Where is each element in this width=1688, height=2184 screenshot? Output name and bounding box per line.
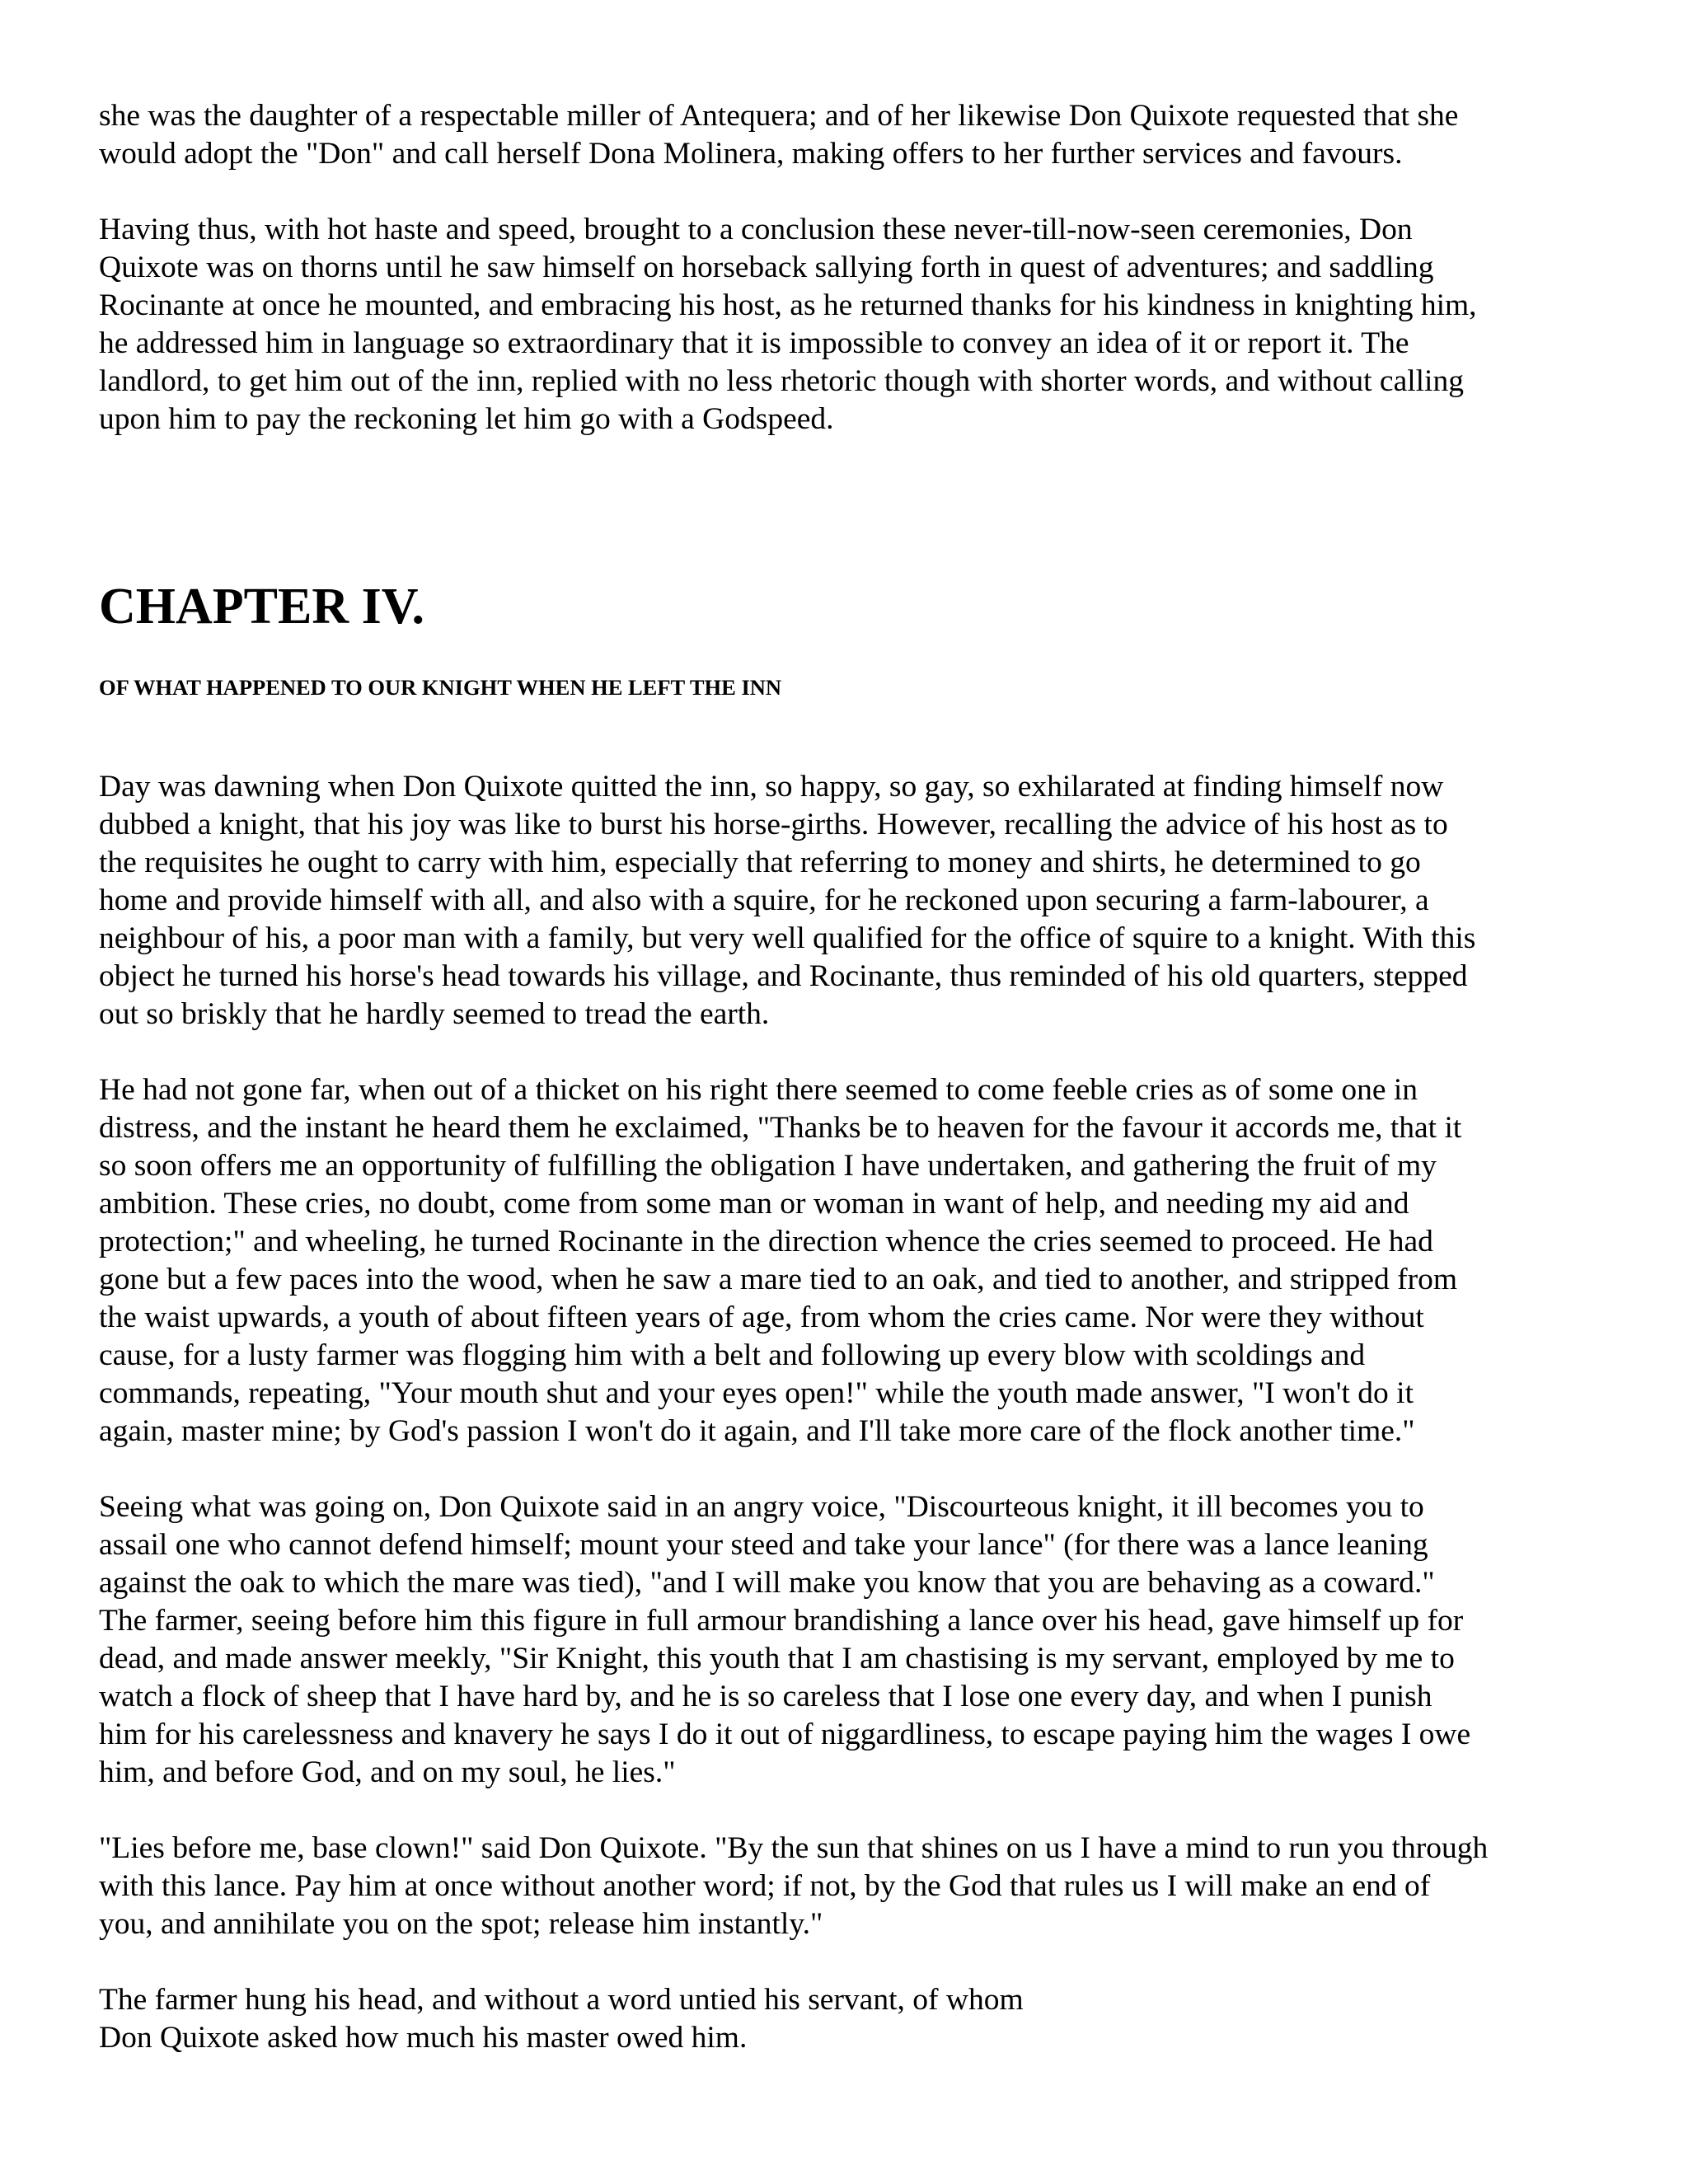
- paragraph-text: The farmer hung his head, and without a word untied his servant, of whom Don Quixote asked how much his master owed him.: [99, 1983, 1024, 2055]
- paragraph-text: she was the daughter of a respectable miller of Antequera; and of her likewise Don Quixote requested that she would adopt the "Don" and call herself Dona Molinera, making offers to her further services and favours.: [99, 99, 1459, 171]
- paragraph-discourteous-knight: [99, 1488, 1591, 1792]
- paragraph-miller-daughter: [99, 97, 1591, 173]
- paragraph-text: Seeing what was going on, Don Quixote said in an angry voice, "Discourteous knight, it ill becomes you to assail one who cannot defend himself; mount your steed and take your lance" (for there was a lance leaning against the oak to which the mare was tied), "and I will make you know that you are behaving as a coward." The farmer, seeing before him this figure in full armour brandishing a lance over his head, gave himself up for dead, and made answer meekly, "Sir Knight, this youth that I am chastising is my servant, employed by me to watch a flock of sheep that I have hard by, and he is so careless that I lose one every day, and when I punish him for his carelessness and knavery he says I do it out of niggardliness, to escape paying him the wages I owe him, and before God, and on my soul, he lies.": [99, 1490, 1471, 1789]
- paragraph-text: He had not gone far, when out of a thicket on his right there seemed to come feeble cries as of some one in distress, and the instant he heard them he exclaimed, "Thanks be to heaven for the favour it accords me, that it so soon offers me an opportunity of fulfilling the obligation I have undertaken, and gathering the fruit of my ambition. These cries, no doubt, come from some man or woman in want of help, and needing my aid and protection;" and wheeling, he turned Rocinante in the direction whence the cries seemed to proceed. He had gone but a few paces into the wood, when he saw a mare tied to an oak, and tied to another, and stripped from the waist upwards, a youth of about fifteen years of age, from whom the cries came. Nor were they without cause, for a lusty farmer was flogging him with a belt and following up every blow with scoldings and commands, repeating, "Your mouth shut and your eyes open!" while the youth made answer, "I won't do it again, master mine; by God's passion I won't do it again, and I'll take more care of the flock another time.": [99, 1073, 1462, 1448]
- paragraph-feeble-cries: [99, 1071, 1591, 1451]
- paragraph-text: "Lies before me, base clown!" said Don Quixote. "By the sun that shines on us I have a mind to run you through with this lance. Pay him at once without another word; if not, by the God that rules us I will make an end of you, and annihilate you on the spot; release him instantly.": [99, 1831, 1489, 1941]
- paragraph-farmer-hung-head: [99, 1981, 1591, 2057]
- paragraph-departure: [99, 211, 1591, 438]
- paragraph-text: Day was dawning when Don Quixote quitted the inn, so happy, so gay, so exhilarated at finding himself now dubbed a knight, that his joy was like to burst his horse-girths. However, recalling the advice of his host as to the requisites he ought to carry with him, especially that referring to money and shirts, he determined to go home and provide himself with all, and also with a squire, for he reckoned upon securing a farm-labourer, a neighbour of his, a poor man with a family, but very well qualified for the office of squire to a knight. With this object he turned his horse's head towards his village, and Rocinante, thus reminded of his old quarters, stepped out so briskly that he hardly seemed to tread the earth.: [99, 770, 1476, 1031]
- paragraph-day-dawning: [99, 768, 1591, 1033]
- chapter-subtitle: OF WHAT HAPPENED TO OUR KNIGHT WHEN HE LEFT THE INN: [99, 675, 782, 700]
- paragraph-base-clown: [99, 1830, 1591, 1943]
- paragraph-text: Having thus, with hot haste and speed, brought to a conclusion these never-till-now-seen ceremonies, Don Quixote was on thorns until he saw himself on horseback sallying forth in quest of adventures; and saddling Rocinante at once he mounted, and embracing his host, as he returned thanks for his kindness in knighting him, he addressed him in language so extraordinary that it is impossible to convey an idea of it or report it. The landlord, to get him out of the inn, replied with no less rhetoric though with shorter words, and without calling upon him to pay the reckoning let him go with a Godspeed.: [99, 213, 1477, 436]
- chapter-title: CHAPTER IV.: [99, 579, 425, 635]
